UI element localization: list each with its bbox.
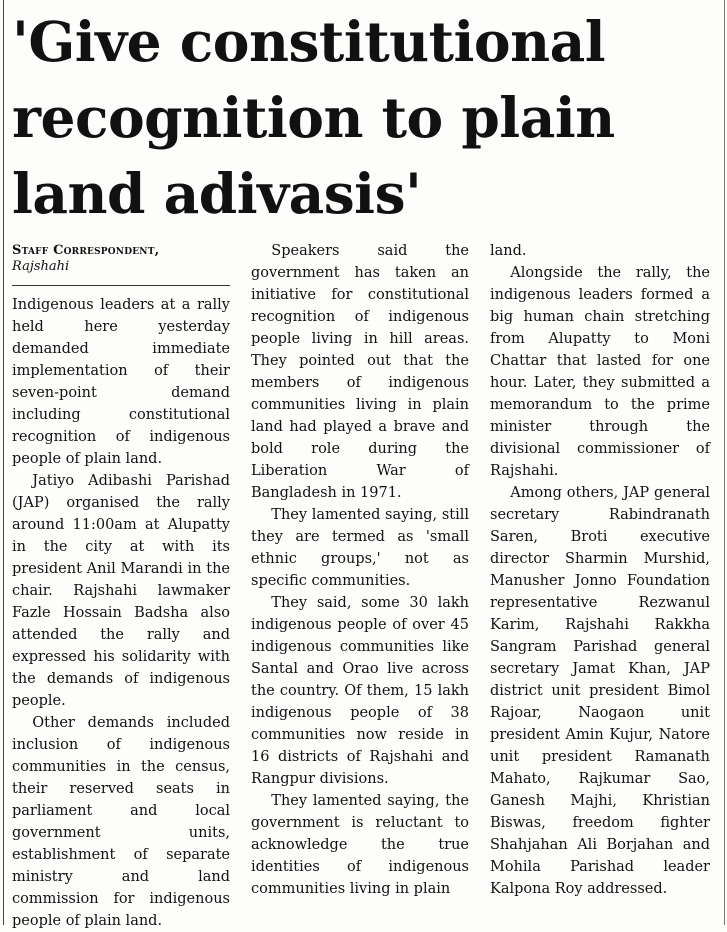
paragraph: Other demands included inclusion of indigenous communities in the census, their reserved seats in parliament and local government units, establishment of separate ministry and land commission for indigenous people of plain land. <box>12 715 230 929</box>
paragraph: They lamented saying, still they are termed as 'small ethnic groups,' not as specific communities. <box>251 507 469 589</box>
paragraph: land. <box>490 243 527 259</box>
article-headline: 'Give constitutional recognition to plain land adivasis' <box>12 9 615 226</box>
left-column-rule <box>3 0 4 925</box>
dateline: Rajshahi <box>12 259 70 274</box>
paragraph: They said, some 30 lakh indigenous people of over 45 indigenous communities like Santal and Orao live across the country. Of them, 15 lakh indigenous people of 38 communities now reside in 16 districts of Rajshahi and Rangpur divisions. <box>251 595 469 787</box>
paragraph: Among others, JAP general secretary Rabindranath Saren, Broti executive director Sharmin Murshid, Manusher Jonno Foundation representative Rezwanul Karim, Rajshahi Rakkha Sangram Parishad general secretary Jamat Khan, JAP district unit president Bimol Rajoar, Naogaon unit president Amin Kujur, Natore unit president Ramanath Mahato, Rajkumar Sao, Ganesh Majhi, Khristian Biswas, freedom fighter Shahjahan Ali Borjahan and Mohila Parishad leader Kalpona Roy addressed. <box>490 485 710 897</box>
article-column-2 <box>251 240 469 900</box>
paragraph: Alongside the rally, the indigenous leaders formed a big human chain stretching from Alupatty to Moni Chattar that lasted for one hour. Later, they submitted a memorandum to the prime minister through the divisional commissioner of Rajshahi. <box>490 265 710 479</box>
paragraph: They lamented saying, the government is reluctant to acknowledge the true identities of indigenous communities living in plain <box>251 793 469 897</box>
article-column-3 <box>490 240 710 900</box>
paragraph: Indigenous leaders at a rally held here yesterday demanded immediate implementation of their seven-point demand including constitutional recognition of indigenous people of plain land. <box>12 297 230 467</box>
paragraph: Speakers said the government has taken an initiative for constitutional recognition of indigenous people living in hill areas. They pointed out that the members of indigenous communities living in plain land had played a brave and bold role during the Liberation War of Bangladesh in 1971. <box>251 243 469 501</box>
byline: Staff Correspondent, <box>12 243 160 258</box>
byline-divider <box>12 285 230 286</box>
right-column-rule <box>724 0 725 925</box>
paragraph: Jatiyo Adibashi Parishad (JAP) organised the rally around 11:00am at Alupatty in the city at with its president Anil Marandi in the chair. Rajshahi lawmaker Fazle Hossain Badsha also attended the rally and expressed his solidarity with the demands of indigenous people. <box>12 473 230 709</box>
article-column-1 <box>12 240 230 932</box>
